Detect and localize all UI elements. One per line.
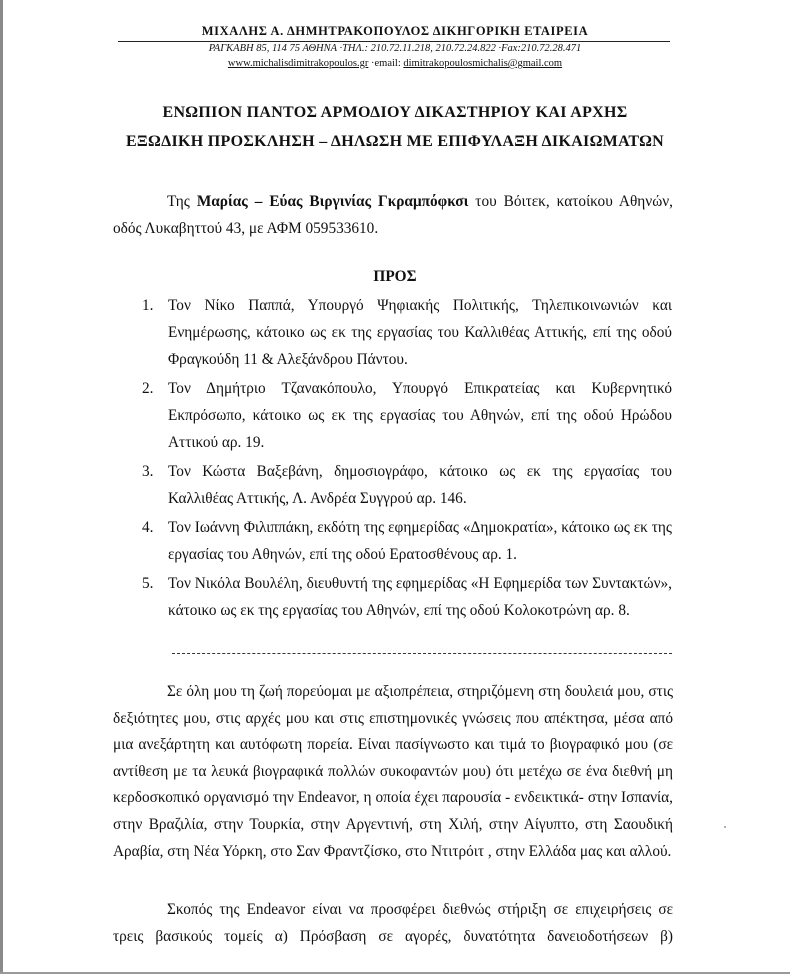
addressee-number: 1. bbox=[142, 297, 154, 314]
intro-paragraph bbox=[113, 188, 673, 242]
document-heading-line-1: ΕΝΩΠΙΟΝ ΠΑΝΤΟΣ ΑΡΜΟΔΙΟΥ ΔΙΚΑΣΤΗΡΙΟΥ ΚΑΙ ΑΡΧΗΣ bbox=[162, 104, 628, 121]
addressee-item bbox=[142, 375, 672, 456]
addressee-number: 4. bbox=[142, 519, 154, 536]
addressee-item bbox=[142, 514, 672, 568]
letterhead-website-link[interactable]: www.michalisdimitrakopoulos.gr bbox=[227, 58, 369, 69]
scan-speck bbox=[724, 826, 726, 828]
addressee-number: 2. bbox=[142, 380, 154, 397]
sender-name: Μαρίας – Εύας Βιργινίας Γκραμπόφκσι bbox=[196, 193, 469, 210]
letterhead-email-label: ·email: bbox=[371, 58, 401, 69]
letterhead-address: ΡΑΓΚΑΒΗ 85, 114 75 ΑΘΗΝΑ ·ΤΗΛ.: 210.72.11.218, 210.72.24.822 ·Fax:210.72.28.471 bbox=[208, 43, 582, 54]
addressee-text: Τον Ιωάννη Φιλιππάκη, εκδότη της εφημερίδας «Δημοκρατία», κάτοικο ως εκ της εργασίας του Αθηνών, επί της οδού Ερατοσθένους αρ. 1. bbox=[168, 519, 672, 563]
document-heading-line-2: ΕΞΩΔΙΚΗ ΠΡΟΣΚΛΗΣΗ – ΔΗΛΩΣΗ ΜΕ ΕΠΙΦΥΛΑΞΗ ΔΙΚΑΙΩΜΑΤΩΝ bbox=[125, 133, 665, 150]
letterhead-rule bbox=[118, 41, 670, 42]
addressee-text: Τον Νικόλα Βουλέλη, διευθυντή της εφημερίδας «Η Εφημερίδα των Συντακτών», κάτοικο ως εκ της εργασίας του Αθηνών, επί της οδού Κολοκοτρώνη αρ. 8. bbox=[168, 575, 672, 619]
letterhead-email-link[interactable]: dimitrakopoulosmichalis@gmail.com bbox=[403, 58, 563, 69]
addressee-text: Τον Κώστα Βαξεβάνη, δημοσιογράφο, κάτοικο ως εκ της εργασίας του Καλλιθέας Αττικής, Λ. Ανδρέα Συγγρού αρ. 146. bbox=[168, 463, 672, 507]
addressee-number: 3. bbox=[142, 463, 154, 480]
addressee-text: Τον Δημήτριο Τζανακόπουλο, Υπουργό Επικρατείας και Κυβερνητικό Εκπρόσωπο, κάτοικο ως εκ της εργασίας του Αθηνών, επί της οδού Ηρώδου Αττικού αρ. 19. bbox=[168, 380, 672, 451]
dashed-separator bbox=[172, 653, 672, 654]
letterhead-firm-name: ΜΙΧΑΛΗΣ Α. ΔΗΜΗΤΡΑΚΟΠΟΥΛΟΣ ΔΙΚΗΓΟΡΙΚΗ ΕΤΑΙΡΕΙΑ bbox=[201, 24, 589, 38]
addressee-item bbox=[142, 292, 672, 373]
addressee-text: Τον Νίκο Παππά, Υπουργό Ψηφιακής Πολιτικής, Τηλεπικοινωνιών και Ενημέρωσης, κάτοικο ως εκ της εργασίας του Καλλιθέας Αττικής, επί της οδού Φραγκούδη 11 & Αλεξάνδρου Πάντου. bbox=[168, 297, 672, 368]
body-paragraph: Σε όλη μου τη ζωή πορεύομαι με αξιοπρέπεια, στηριζόμενη στη δουλειά μου, στις δεξιότητες μου, στις αρχές μου και στις επιστημονικές γνώσεις που απέκτησα, μέσα από μια ανεξάρτητη και αυτόφωτη πορεία. Είναι πασίγνωστο και τιμά το βιογραφικό μου (σε αντίθεση με τα λευκά βιογραφικά πολλών συκοφαντών μου) ότι μετέχω σε ένα διεθνή μη κερδοσκοπικό οργανισμό την Endeavor, η οποία έχει παρουσία - ενδεικτικά- στην Ισπανία, στην Βραζιλία, στην Τουρκία, στην Αργεντινή, στη Χιλή, στην Αίγυπτο, στη Σαουδική Αραβία, στη Νέα Υόρκη, στο Σαν Φραντζίσκο, στο Ντιτρόιτ , στην Ελλάδα μας και αλλού. bbox=[113, 683, 673, 860]
intro-suffix: του Βόιτεκ, κατοίκου Αθηνών, οδός Λυκαβηττού 43, με ΑΦΜ 059533610. bbox=[113, 193, 674, 237]
intro-prefix: Της bbox=[167, 193, 190, 210]
letterhead-contact bbox=[0, 58, 790, 69]
body-paragraph: Σκοπός της Endeavor είναι να προσφέρει διεθνώς στήριξη σε επιχειρήσεις σε τρεις βασικούς τομείς α) Πρόσβαση σε αγορές, δυνατότητα δανειοδοτήσεων β) bbox=[113, 901, 673, 945]
addressee-number: 5. bbox=[142, 575, 154, 592]
addressee-item bbox=[142, 458, 672, 512]
addressee-item bbox=[142, 570, 672, 624]
pros-heading: ΠΡΟΣ bbox=[373, 268, 417, 285]
